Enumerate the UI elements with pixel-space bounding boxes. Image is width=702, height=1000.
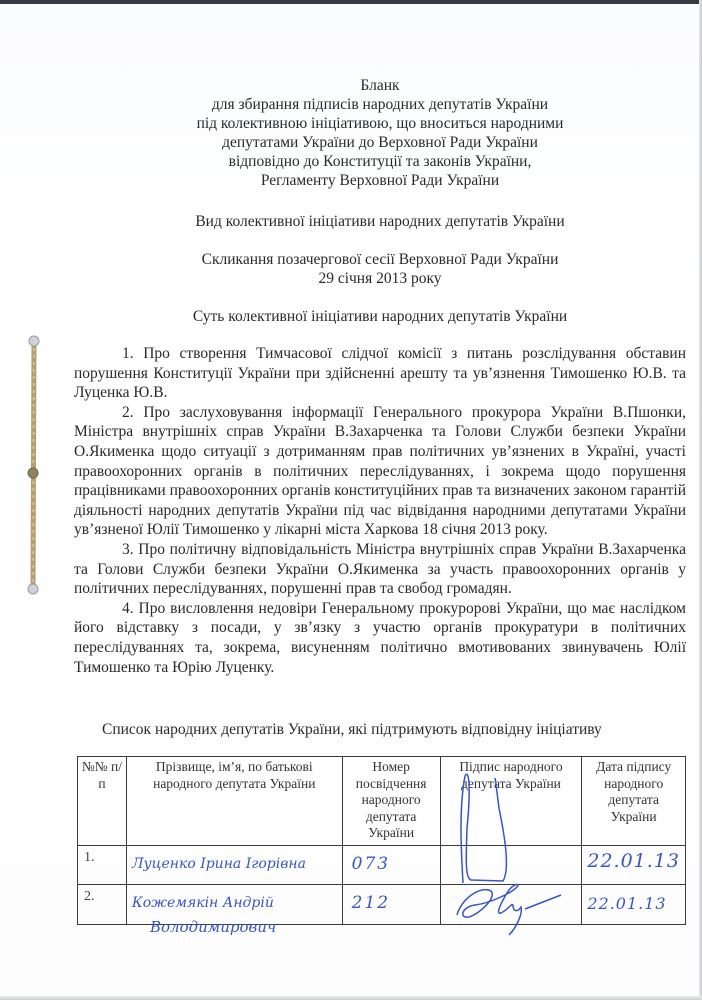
initiative-kind: Вид колективної ініціативи народних депутатів України	[195, 213, 565, 230]
date-cell	[582, 884, 686, 924]
row-number: 2.	[78, 884, 127, 924]
deputy-name-handwritten: Луценко Ірина Ігорівна	[131, 855, 306, 872]
signature-table	[77, 756, 686, 925]
table-row	[78, 845, 686, 884]
form-subtitle-line: для збирання підписів народних депутатів України	[211, 96, 549, 113]
deputy-id-cell	[342, 845, 440, 884]
form-subtitle-line: депутатами України до Верховної Ради України	[222, 134, 538, 151]
signature-cell	[440, 884, 582, 924]
deputy-name-continuation: Володимирович	[150, 918, 277, 936]
deputy-name-cell	[126, 845, 342, 884]
form-heading	[70, 76, 690, 190]
session-title: Скликання позачергової сесії Верховної Ради України	[201, 251, 559, 268]
form-title: Бланк	[360, 77, 400, 94]
form-subtitle-line: під колективною ініціативою, що вноситься народними	[196, 115, 564, 132]
session-date: 29 січня 2013 року	[318, 270, 442, 287]
page-top-edge	[0, 0, 702, 4]
deputy-id-handwritten: 212	[351, 892, 391, 913]
binding-twine-icon	[24, 335, 44, 595]
session-block	[70, 250, 690, 288]
column-header-name: Прізвище, ім’я, по батькові народного депутата України	[126, 757, 342, 846]
column-header-number: №№ п/п	[78, 757, 127, 846]
row-number: 1.	[78, 845, 127, 884]
form-subtitle-line: Регламенту Верховної Ради України	[260, 172, 500, 189]
signature-mark-icon	[451, 879, 591, 939]
table-header-row	[78, 757, 686, 846]
column-header-id: Номер посвідчення народного депутата України	[342, 757, 440, 846]
deputy-id-handwritten: 073	[351, 853, 391, 874]
initiative-item: 4. Про висловлення недовіри Генеральному прокуророві України, що має наслідком його відставку з посади, у зв’язку з участю органів прокуратури в політичних переслідуваннях та, зокрема, висуненням політично вмотивованих звинувачень Юлії Тимошенко та Юрію Луценку.	[74, 599, 686, 676]
initiative-item: 3. Про політичну відповідальність Міністра внутрішніх справ України В.Захарченка та Голови Служби безпеки України О.Якименка за участь правоохоронних органів у політичних переслідуваннях, порушенні прав та свобод громадян.	[74, 540, 686, 598]
column-header-date: Дата підпису народного депутата України	[582, 757, 686, 846]
signature-mark-icon	[441, 768, 591, 888]
date-cell	[582, 845, 686, 884]
column-header-signature: Підпис народного депутата України	[440, 757, 582, 846]
date-handwritten: 22.01.13	[587, 849, 680, 872]
initiative-items	[74, 344, 686, 677]
essence-title: Суть колективної ініціативи народних депутатів України	[192, 308, 568, 325]
date-handwritten: 22.01.13	[587, 893, 667, 913]
page-bottom-edge	[0, 996, 702, 1000]
initiative-item: 2. Про заслуховування інформації Генерального прокурора України В.Пшонки, Міністра внутрішніх справ України В.Захарченка та Голови Служби безпеки України О.Якименка щодо ситуації з дотриманням прав політичних ув’язнених в Україні, участі правоохоронних органів в політичних переслідуваннях, і зокрема щодо порушення працівниками правоохоронних органів конституційних прав та визначених законом гарантій діяльності народних депутатів України під час відвідання народними депутатами України ув’язненої Юлії Тимошенко у лікарні міста Харкова 18 січня 2013 року.	[74, 403, 686, 539]
form-subtitle-line: відповідно до Конституції та законів України,	[228, 153, 532, 170]
signature-list-title: Список народних депутатів України, які підтримують відповідну ініціативу	[102, 721, 602, 738]
deputy-id-cell	[342, 884, 440, 924]
initiative-item: 1. Про створення Тимчасової слідчої комісії з питань розслідування обставин порушення Конституції України при здійсненні арешту та ув’язнення Тимошенко Ю.В. та Луценка Ю.В.	[74, 345, 686, 402]
deputy-name-handwritten: Кожемякін Андрій	[131, 894, 274, 911]
